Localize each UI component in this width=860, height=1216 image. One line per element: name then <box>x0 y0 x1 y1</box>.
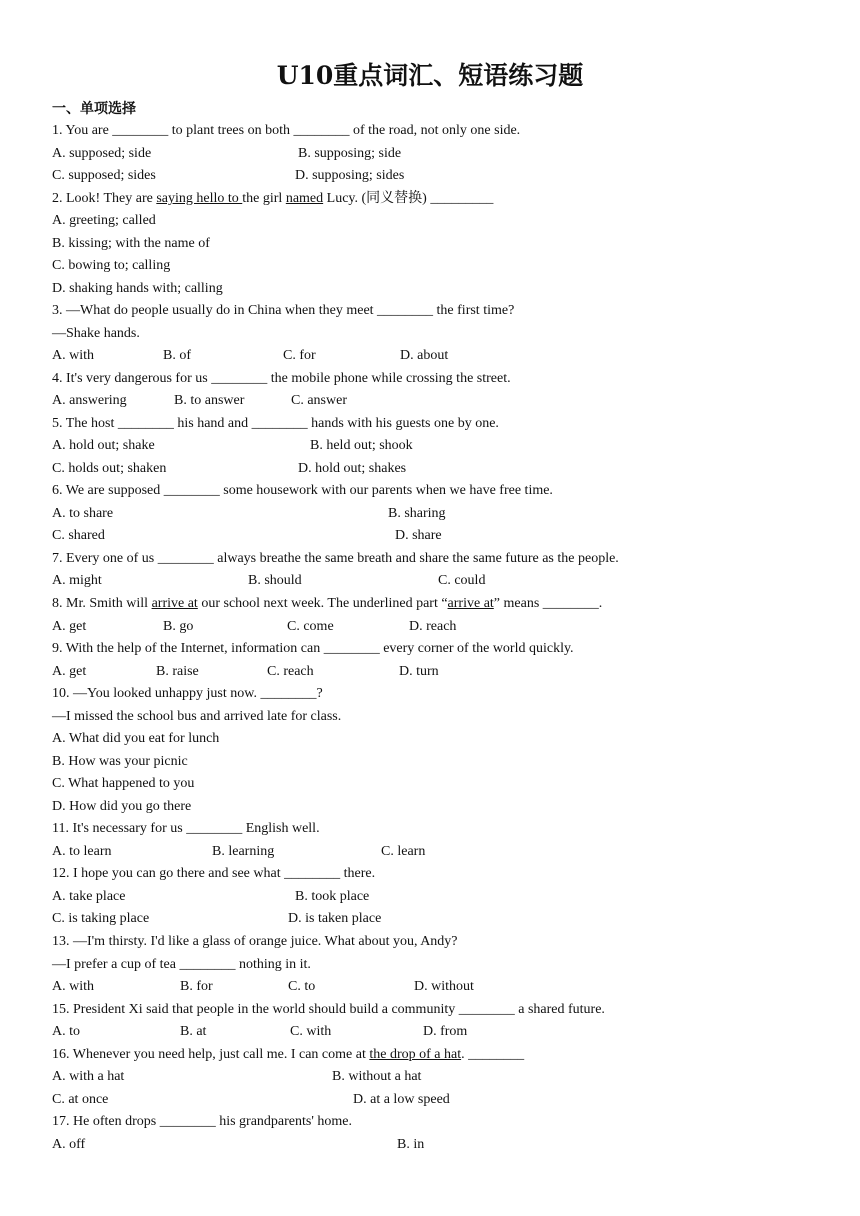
q15-option-b[interactable]: B. at <box>180 1024 207 1039</box>
q5-option-c[interactable]: C. holds out; shaken <box>52 461 167 476</box>
question-3: 3. —What do people usually do in China when they meet ________ the first time? <box>52 303 515 318</box>
q16-text-start: 16. Whenever you need help, just call me. I can come at <box>52 1047 370 1062</box>
question-8 <box>52 594 602 614</box>
q10-option-d[interactable]: D. How did you go there <box>52 799 192 814</box>
q10-option-a[interactable]: A. What did you eat for lunch <box>52 731 220 746</box>
q7-option-a[interactable]: A. might <box>52 573 102 588</box>
q16-option-c[interactable]: C. at once <box>52 1092 109 1107</box>
question-17: 17. He often drops ________ his grandparents' home. <box>52 1114 352 1129</box>
q2-option-c[interactable]: C. bowing to; calling <box>52 258 171 273</box>
q9-option-a[interactable]: A. get <box>52 664 87 679</box>
q8-underlined-phrase-1: arrive at <box>151 596 198 611</box>
q3-option-a[interactable]: A. with <box>52 348 94 363</box>
q10-option-b[interactable]: B. How was your picnic <box>52 754 188 769</box>
q6-option-a[interactable]: A. to share <box>52 506 114 521</box>
q2-text-start: 2. Look! They are <box>52 191 157 206</box>
q7-option-c[interactable]: C. could <box>438 573 486 588</box>
q2-underlined-phrase-1: saying hello to <box>156 191 243 206</box>
q12-option-c[interactable]: C. is taking place <box>52 911 150 926</box>
q9-option-b[interactable]: B. raise <box>156 664 199 679</box>
q8-option-b[interactable]: B. go <box>163 619 194 634</box>
q5-option-d[interactable]: D. hold out; shakes <box>298 461 407 476</box>
q16-option-b[interactable]: B. without a hat <box>332 1069 422 1084</box>
page-title: U10重点词汇、短语练习题 <box>276 61 584 90</box>
q12-option-a[interactable]: A. take place <box>52 889 126 904</box>
q8-text-start: 8. Mr. Smith will <box>52 596 152 611</box>
question-11: 11. It's necessary for us ________ English well. <box>52 821 320 836</box>
q11-option-a[interactable]: A. to learn <box>52 844 112 859</box>
question-15: 15. President Xi said that people in the world should build a community ________ a shared future. <box>52 1002 605 1017</box>
q13-option-b[interactable]: B. for <box>180 979 213 994</box>
q3-option-b[interactable]: B. of <box>163 348 191 363</box>
q1-option-c[interactable]: C. supposed; sides <box>52 168 156 183</box>
q1-option-a[interactable]: A. supposed; side <box>52 146 152 161</box>
q16-underlined-phrase: the drop of a hat <box>369 1047 462 1062</box>
q3-option-c[interactable]: C. for <box>283 348 316 363</box>
question-1: 1. You are ________ to plant trees on both ________ of the road, not only one side. <box>52 123 521 138</box>
question-9: 9. With the help of the Internet, information can ________ every corner of the world quickly. <box>52 641 574 656</box>
q8-text-middle: our school next week. The underlined part “ <box>197 596 448 611</box>
q10-option-c[interactable]: C. What happened to you <box>52 776 195 791</box>
q2-option-b[interactable]: B. kissing; with the name of <box>52 236 210 251</box>
q8-text-end: ” means ________. <box>493 596 603 611</box>
section-heading: 一、单项选择 <box>52 101 136 117</box>
q15-option-a[interactable]: A. to <box>52 1024 80 1039</box>
q15-option-c[interactable]: C. with <box>290 1024 332 1039</box>
q6-option-d[interactable]: D. share <box>395 528 442 543</box>
q9-option-d[interactable]: D. turn <box>399 664 439 679</box>
q17-option-a[interactable]: A. off <box>52 1137 86 1152</box>
question-5: 5. The host ________ his hand and ________ hands with his guests one by one. <box>52 416 499 431</box>
q16-text-end: . ________ <box>461 1047 525 1062</box>
q15-option-d[interactable]: D. from <box>423 1024 468 1039</box>
q8-option-a[interactable]: A. get <box>52 619 87 634</box>
q2-underlined-phrase-2: named <box>285 191 324 206</box>
q16-option-a[interactable]: A. with a hat <box>52 1069 125 1084</box>
question-7: 7. Every one of us ________ always breathe the same breath and share the same future as the people. <box>52 551 619 566</box>
q13-option-d[interactable]: D. without <box>414 979 474 994</box>
q4-option-b[interactable]: B. to answer <box>174 393 245 408</box>
q5-option-b[interactable]: B. held out; shook <box>310 438 413 453</box>
q3-option-d[interactable]: D. about <box>400 348 449 363</box>
question-10: 10. —You looked unhappy just now. ________? <box>52 686 323 701</box>
q13-option-a[interactable]: A. with <box>52 979 94 994</box>
q13-reply: —I prefer a cup of tea ________ nothing in it. <box>52 957 311 972</box>
q1-option-b[interactable]: B. supposing; side <box>298 146 402 161</box>
q8-underlined-phrase-2: arrive at <box>447 596 494 611</box>
question-13: 13. —I'm thirsty. I'd like a glass of orange juice. What about you, Andy? <box>52 934 458 949</box>
q11-option-c[interactable]: C. learn <box>381 844 426 859</box>
q2-text-middle: the girl <box>242 191 286 206</box>
q12-option-b[interactable]: B. took place <box>295 889 370 904</box>
q2-option-a[interactable]: A. greeting; called <box>52 213 156 228</box>
q5-option-a[interactable]: A. hold out; shake <box>52 438 155 453</box>
q6-option-c[interactable]: C. shared <box>52 528 105 543</box>
question-4: 4. It's very dangerous for us ________ the mobile phone while crossing the street. <box>52 371 511 386</box>
question-6: 6. We are supposed ________ some housework with our parents when we have free time. <box>52 483 553 498</box>
q2-option-d[interactable]: D. shaking hands with; calling <box>52 281 223 296</box>
q6-option-b[interactable]: B. sharing <box>388 506 446 521</box>
q11-option-b[interactable]: B. learning <box>212 844 275 859</box>
q13-option-c[interactable]: C. to <box>288 979 316 994</box>
q8-option-d[interactable]: D. reach <box>409 619 457 634</box>
q2-text-end: Lucy. (同义替换) _________ <box>323 191 494 206</box>
question-12: 12. I hope you can go there and see what ________ there. <box>52 866 376 881</box>
question-16 <box>52 1045 524 1065</box>
q7-option-b[interactable]: B. should <box>248 573 302 588</box>
q16-option-d[interactable]: D. at a low speed <box>353 1092 450 1107</box>
q4-option-a[interactable]: A. answering <box>52 393 127 408</box>
q12-option-d[interactable]: D. is taken place <box>288 911 382 926</box>
q1-option-d[interactable]: D. supposing; sides <box>295 168 405 183</box>
q8-option-c[interactable]: C. come <box>287 619 334 634</box>
q4-option-c[interactable]: C. answer <box>291 393 347 408</box>
q17-option-b[interactable]: B. in <box>397 1137 425 1152</box>
question-2 <box>52 189 493 209</box>
q9-option-c[interactable]: C. reach <box>267 664 314 679</box>
q3-reply: —Shake hands. <box>52 326 140 341</box>
q10-reply: —I missed the school bus and arrived late for class. <box>52 709 342 724</box>
